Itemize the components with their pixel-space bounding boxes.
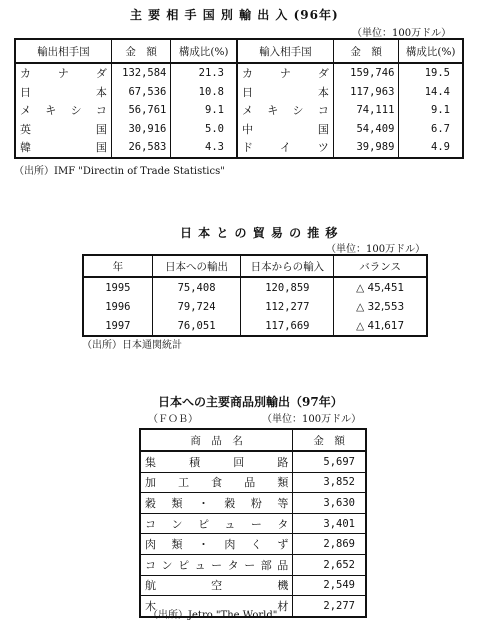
import-country	[242, 139, 329, 155]
table2-source: （出所）日本通関統計	[82, 340, 182, 351]
table2-header-row	[83, 255, 427, 277]
import-country-char: 国	[317, 122, 329, 136]
year-header: 年	[83, 255, 152, 277]
item-amount-cell: 5,697	[293, 451, 366, 472]
export-country-char: 国	[95, 122, 107, 136]
item-name-char: 機	[277, 579, 289, 593]
import-amount-cell: 39,989	[333, 138, 399, 158]
import-country-char: イ	[279, 141, 291, 155]
import-amount-header: 金 額	[333, 39, 399, 63]
table-row	[15, 120, 463, 139]
export-cell: 75,408	[152, 277, 241, 297]
export-country	[20, 139, 107, 155]
table-row	[140, 472, 366, 493]
item-name-char: ・	[197, 538, 209, 552]
item-name-char: 加	[145, 476, 156, 490]
balance-cell: △ 32,553	[334, 297, 427, 316]
export-cell: 79,724	[152, 297, 241, 316]
item-name-char: ・	[197, 496, 209, 510]
item-name-char: 穀	[145, 496, 156, 510]
export-country-cell	[15, 63, 111, 83]
import-cell: 120,859	[241, 277, 334, 297]
item-name-cell	[140, 451, 293, 472]
table3-header-row	[140, 429, 366, 451]
import-country	[242, 121, 329, 137]
year-cell: 1997	[105, 319, 131, 332]
import-country-char: ツ	[317, 141, 329, 155]
export-amount-cell: 26,583	[111, 138, 171, 158]
table2-unit: （単位：100万ドル）	[326, 244, 426, 255]
export-to-japan-header: 日本への輸出	[152, 255, 241, 277]
item-name-char: く	[250, 538, 262, 552]
table3-unit: （単位：100万ドル）	[262, 414, 362, 425]
export-amount-cell: 132,584	[111, 63, 171, 83]
item-name	[145, 495, 288, 511]
export-country-char: 本	[95, 85, 107, 99]
import-cell: 112,277	[241, 297, 334, 316]
table1-title: 主 要 相 手 国 別 輸 出 入 (96年)	[130, 8, 339, 22]
import-share-cell: 9.1	[399, 101, 463, 120]
export-amount-cell: 67,536	[111, 83, 171, 102]
item-name-char: ー	[250, 517, 262, 531]
balance-cell: △ 45,451	[334, 277, 427, 297]
item-name-char: 部	[260, 558, 272, 572]
item-amount-cell: 2,549	[293, 575, 366, 596]
year-cell: 1995	[105, 281, 131, 294]
export-country	[20, 84, 107, 100]
table-row	[15, 83, 463, 102]
export-share-cell: 21.3	[171, 63, 237, 83]
table-row	[140, 554, 366, 575]
export-country-char: 韓	[20, 141, 31, 155]
item-name-char: コ	[145, 558, 156, 572]
export-country	[20, 102, 107, 118]
japan-trade-table	[82, 254, 428, 337]
table3-source: （出所）Jetro "The World"	[148, 610, 278, 621]
import-share-cell: 14.4	[399, 83, 463, 102]
item-name-header: 商 品 名	[140, 429, 293, 451]
export-share-cell: 10.8	[171, 83, 237, 102]
item-name-char: ュ	[224, 517, 236, 531]
import-country-char: カ	[241, 67, 253, 81]
import-country-char: コ	[317, 104, 329, 118]
import-country-cell	[237, 83, 333, 102]
item-name-char: 木	[145, 599, 156, 613]
table2-title: 日 本 と の 貿 易 の 推 移	[180, 226, 339, 240]
table-row	[140, 513, 366, 534]
item-name-char: 肉	[145, 538, 156, 552]
item-name-char: 路	[277, 455, 289, 469]
table-row	[140, 534, 366, 555]
item-name-char: 回	[233, 455, 245, 469]
import-country-char: ダ	[317, 67, 329, 81]
balance-header: バランス	[334, 255, 427, 277]
item-name-char: 類	[277, 476, 289, 490]
table-row	[83, 277, 427, 297]
item-name-char: 肉	[224, 538, 236, 552]
item-name	[145, 536, 288, 552]
table-row	[140, 451, 366, 472]
import-from-japan-header: 日本からの輸入	[241, 255, 334, 277]
item-name-cell	[140, 472, 293, 493]
import-country	[242, 84, 329, 100]
item-name-char: ー	[211, 558, 223, 572]
import-country-char: シ	[292, 104, 304, 118]
year-cell: 1996	[105, 300, 131, 313]
item-amount-cell: 3,401	[293, 513, 366, 534]
import-country	[242, 65, 329, 81]
import-country-char: 本	[317, 85, 329, 99]
table-row	[83, 297, 427, 316]
item-name-char: 空	[211, 579, 223, 593]
item-name-char: コ	[145, 517, 156, 531]
import-share-header: 構成比(%)	[399, 39, 463, 63]
table-row	[140, 493, 366, 514]
import-country-cell	[237, 138, 333, 158]
item-name-char: 集	[145, 455, 156, 469]
item-name-cell	[140, 554, 293, 575]
item-name	[145, 557, 288, 573]
export-share-header: 構成比(%)	[171, 39, 237, 63]
import-country-char: ド	[241, 141, 253, 155]
item-name-char: 品	[277, 558, 289, 572]
table1-header-row	[15, 39, 463, 63]
import-amount-cell: 54,409	[333, 120, 399, 139]
table-row	[140, 575, 366, 596]
item-name-char: ピ	[178, 558, 190, 572]
item-amount-cell: 2,652	[293, 554, 366, 575]
table-row	[15, 138, 463, 158]
import-share-cell: 4.9	[399, 138, 463, 158]
import-country-char: 日	[241, 85, 253, 99]
item-name-char: ン	[161, 558, 173, 572]
import-country-header: 輸入相手国	[237, 39, 333, 63]
item-name-char: 類	[171, 496, 183, 510]
import-amount-cell: 159,746	[333, 63, 399, 83]
item-name	[145, 474, 288, 490]
table3-fob: （ＦＯＢ）	[148, 414, 198, 425]
export-country-cell	[15, 120, 111, 139]
export-country-char: 国	[95, 141, 107, 155]
item-amount-cell: 2,277	[293, 596, 366, 617]
item-name-char: 積	[189, 455, 201, 469]
export-country-char: カ	[20, 67, 31, 81]
export-country-char: 英	[20, 122, 31, 136]
item-name-char: 工	[178, 476, 190, 490]
item-name-cell	[140, 534, 293, 555]
export-country-cell	[15, 138, 111, 158]
export-country-char: ダ	[95, 67, 107, 81]
item-name	[145, 454, 288, 470]
item-name-char: 等	[277, 496, 289, 510]
item-name-cell	[140, 513, 293, 534]
item-amount-header: 金 額	[293, 429, 366, 451]
item-name-char: ピ	[197, 517, 209, 531]
export-country-header: 輸出相手国	[15, 39, 111, 63]
export-country	[20, 121, 107, 137]
import-country-cell	[237, 63, 333, 83]
item-name-char: 品	[244, 476, 256, 490]
import-country-char: ナ	[279, 67, 291, 81]
item-name-cell	[140, 493, 293, 514]
table1-source: （出所）IMF "Directin of Trade Statistics"	[14, 166, 225, 177]
import-country-char: 中	[241, 122, 253, 136]
item-name-char: ず	[277, 538, 289, 552]
export-country-cell	[15, 101, 111, 120]
export-country	[20, 65, 107, 81]
table3-title: 日本への主要商品別輸出（97年）	[158, 395, 343, 409]
item-name-char: 材	[277, 599, 289, 613]
item-name-char: ー	[244, 558, 256, 572]
export-amount-cell: 56,761	[111, 101, 171, 120]
table-row	[15, 101, 463, 120]
export-country-char: キ	[45, 104, 57, 118]
item-amount-cell: 3,852	[293, 472, 366, 493]
import-share-cell: 19.5	[399, 63, 463, 83]
item-name-char: ン	[171, 517, 183, 531]
item-amount-cell: 3,630	[293, 493, 366, 514]
import-country-cell	[237, 101, 333, 120]
main-export-items-table	[139, 428, 367, 618]
item-name-char: 粉	[250, 496, 262, 510]
import-amount-cell: 117,963	[333, 83, 399, 102]
item-name	[145, 516, 288, 532]
export-share-cell: 5.0	[171, 120, 237, 139]
item-amount-cell: 2,869	[293, 534, 366, 555]
import-amount-cell: 74,111	[333, 101, 399, 120]
import-cell: 117,669	[241, 316, 334, 336]
item-name-char: タ	[227, 558, 239, 572]
export-share-cell: 9.1	[171, 101, 237, 120]
item-name-char: ュ	[194, 558, 206, 572]
export-country-char: 日	[20, 85, 31, 99]
item-name-cell	[140, 575, 293, 596]
export-country-char: シ	[70, 104, 82, 118]
item-name-char: タ	[277, 517, 289, 531]
export-country-char: ナ	[57, 67, 69, 81]
export-country-char: コ	[95, 104, 107, 118]
export-country-cell	[15, 83, 111, 102]
export-amount-header: 金 額	[111, 39, 171, 63]
table-row	[15, 63, 463, 83]
export-amount-cell: 30,916	[111, 120, 171, 139]
import-country-char: キ	[267, 104, 279, 118]
export-share-cell: 4.3	[171, 138, 237, 158]
import-country-char: メ	[241, 104, 253, 118]
table1-unit: （単位：100万ドル）	[352, 28, 452, 39]
export-country-char: メ	[20, 104, 31, 118]
item-name-char: 航	[145, 579, 156, 593]
export-cell: 76,051	[152, 316, 241, 336]
item-name-char: 食	[211, 476, 223, 490]
item-name-char: 類	[171, 538, 183, 552]
trade-partners-table	[14, 38, 464, 159]
import-country-cell	[237, 120, 333, 139]
item-name-char: 穀	[224, 496, 236, 510]
balance-cell: △ 41,617	[334, 316, 427, 336]
table-row	[83, 316, 427, 336]
import-country	[242, 102, 329, 118]
item-name	[145, 577, 288, 593]
import-share-cell: 6.7	[399, 120, 463, 139]
